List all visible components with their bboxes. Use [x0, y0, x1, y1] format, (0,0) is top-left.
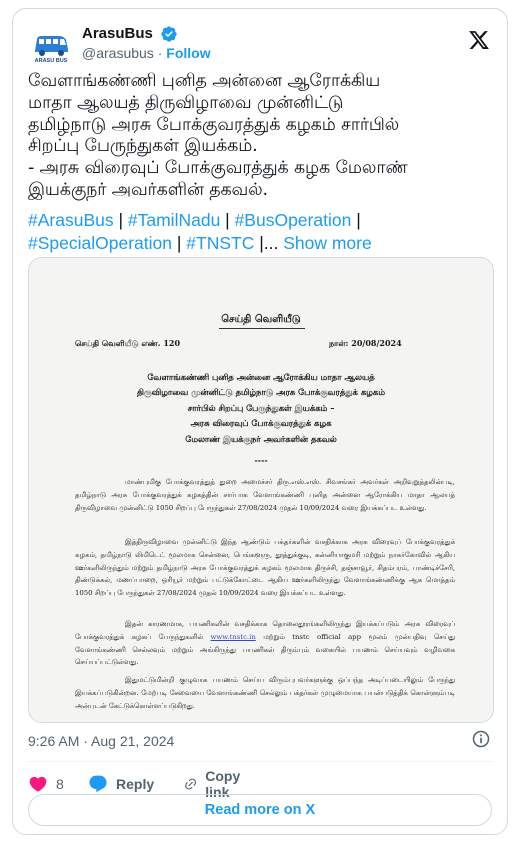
arasubus-avatar[interactable]: [31, 25, 71, 65]
hashtags-line: [28, 209, 498, 254]
doc-subject-line: வேளாங்கண்ணி புனித அன்னை ஆரோக்கிய மாதா ஆலயத்: [147, 372, 375, 382]
tag-separator: |: [171, 232, 187, 253]
author-name[interactable]: ArasuBus: [82, 25, 153, 42]
handle-separator: ·: [153, 44, 167, 61]
copy-link-label: Copy link: [205, 768, 241, 800]
show-more-link[interactable]: Show more: [283, 232, 372, 253]
actions-divider: [28, 761, 492, 762]
hashtag-busoperation[interactable]: #BusOperation: [234, 210, 352, 230]
author-block: [82, 23, 211, 61]
handle-row: [82, 45, 211, 61]
press-release-document: [29, 258, 493, 722]
info-icon[interactable]: [471, 729, 491, 749]
doc-title: செய்தி வெளியீடு: [221, 314, 301, 325]
tweet-header: [28, 19, 492, 67]
doc-subject-line: அரசு விரைவுப் போக்குவரத்துக் கழக: [190, 418, 332, 429]
doc-subject-line: திருவிழாவை முன்னிட்டு தமிழ்நாடு அரசு போக்குவரத்துக் கழகம்: [136, 387, 386, 398]
doc-paragraph-3-text: இதன் காரணமாக, பயணிகளின் வசதிக்காக தொலைதூரங்களிலிருந்து இயக்கப்படும் அரசு விரைவுப் போக்குவரத்துக் கழகப் பேருந்துகளில்: [75, 620, 455, 641]
avatar-logo-text: ARASU BUS: [34, 58, 68, 64]
doc-subject: [89, 370, 433, 447]
author-handle[interactable]: @arasubus: [82, 44, 154, 61]
x-logo-icon[interactable]: [468, 29, 490, 51]
reply-bubble-icon: [88, 774, 108, 794]
doc-website-link: www.tnstc.in: [210, 632, 256, 641]
doc-release-date: நாள்: 20/08/2024: [329, 338, 402, 348]
hashtag-tamilnadu[interactable]: #TamilNadu: [127, 210, 221, 230]
tweet-media-image[interactable]: [28, 257, 494, 723]
doc-paragraph-3-text: மற்றும் tnstc official app மூலம் முன்பதிவு செய்து வேளாங்கண்ணி செல்லவும் மற்றும் அங்கிருந்து பயணிகள் திரும்பும் வகையில் பயணம் செய்யவும் வழிவகை செய்யப்பட்டுள்ளது.: [75, 632, 455, 667]
like-count: 8: [56, 776, 64, 792]
tag-separator: |: [351, 210, 361, 230]
doc-paragraph-3: [75, 618, 455, 669]
reply-label: Reply: [116, 776, 155, 792]
verified-badge-icon: [160, 25, 178, 43]
follow-button[interactable]: Follow: [166, 44, 211, 61]
doc-title-underline: [219, 328, 305, 329]
heart-icon: [28, 774, 48, 794]
hashtag-specialoperation[interactable]: #SpecialOperation: [28, 232, 172, 253]
tag-separator: |: [220, 210, 235, 230]
read-more-button[interactable]: Read more on X: [28, 794, 492, 826]
tweet-card: [12, 8, 508, 835]
tweet-timestamp[interactable]: 9:26 AM · Aug 21, 2024: [28, 733, 175, 749]
link-icon: [184, 774, 197, 794]
tweet-text: வேளாங்கண்ணி புனித அன்னை ஆரோக்கிய மாதா ஆலயத் திருவிழாவை முன்னிட்டு தமிழ்நாடு அரசு போக்குவரத்துக் கழகம் சார்பில் சிறப்பு பேருந்துகள் இயக்கம். - அரசு விரைவுப் போக்குவரத்துக் கழக மேலாண் இயக்குநர் அவர்களின் தகவல்.: [28, 71, 408, 200]
doc-paragraph-4: இதுமட்டுமின்றி குழுவாக பயணம் செய்ய விரும்புபவர்களுக்கு ஒப்பந்த அடிப்படையிலும் பேருந்து இயக்கப்படுகின்றன. மேற்படி சேவையை வேளாங்கண்ணி செல்லும் பக்தர்கள் முழுமையாக பயன்படுத்திக் கொள்ளும்படி அன்புடன் கேட்டுக்கொள்ளப்படுகிறது.: [75, 676, 455, 710]
doc-release-number: செய்தி வெளியீடு எண். 120: [75, 338, 181, 348]
truncation: |...: [254, 232, 279, 253]
hashtag-tnstc[interactable]: #TNSTC: [186, 232, 255, 253]
doc-subject-line: சார்பில் சிறப்பு பேருந்துகள் இயக்கம் –: [187, 402, 335, 413]
doc-paragraph-2: இத்திருவிழாவை முன்னிட்டு இந்த ஆண்டும் பக்தர்களின் வசதிக்காக அரசு விரைவுப் போக்குவரத்துக் கழகம், தமிழ்நாடு லிமிடெட் மூலமாக சென்னை, பெங்களூரு, தூத்துக்குடி, கன்னியாகுமரி மற்றும் நாகர்கோவில் ஆகிய ஊர்களிலிருந்தும் மற்றும் தமிழ்நாடு அரசு போக்குவரத்துக் கழகம் மூலமாக திருச்சி, தஞ்சாவூர், சிதம்பரம், பாண்டிச்சேரி, திண்டுக்கல், மணப்பாறை, ஒரியூர் மற்றும் பட்டுக்கோட்டை ஆகிய ஊர்களிலிருந்து வேளாங்கண்ணிக்கு ஆக மொத்தம் 1050 சிறப்பு பேருந்துகள் 27/08/2024 முதல் 10/09/2024 வரை இயக்கப்பட உள்ளது.: [75, 538, 455, 598]
doc-paragraph-1: மாண்புமிகு போக்குவரத்துத் துறை அமைச்சர் திரு.எஸ்.எஸ். சிவசங்கர் அவர்கள் அறிவுறுத்தலின்படி, தமிழ்நாடு அரசு போக்குவரத்துக் கழகத்தின் சார்பாக வேளாங்கண்ணி புனித அன்னை ஆரோக்கிய மாதா ஆலயத் திருவிழாவை முன்னிட்டு 1050 சிறப்பு பேருந்துகள் 27/08/2024 முதல் 10/09/2024 வரை இயக்கப்பட உள்ளது.: [75, 478, 455, 512]
hashtag-arasubus[interactable]: #ArasuBus: [28, 210, 114, 230]
doc-separator: ----: [254, 455, 268, 465]
tag-separator: |: [113, 210, 128, 230]
doc-subject-line: மேலாண் இயக்குநர் அவர்களின் தகவல்: [185, 433, 337, 444]
